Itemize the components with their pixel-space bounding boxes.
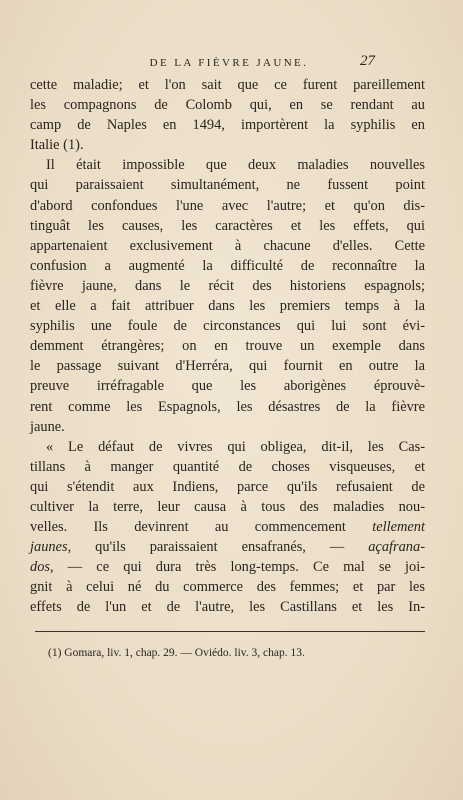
text-line: camp de Naples en 1494, importèrent la syphilis en	[30, 117, 425, 134]
text-line: Il était impossible que deux maladies nouvelles	[46, 157, 425, 174]
text-line: qui s'étendit aux Indiens, parce qu'ils refusaient de	[30, 478, 425, 495]
text-line: confusion a augmenté la difficulté de reconnaître la	[30, 257, 425, 274]
text-line: preuve irréfragable que les aborigènes éprouvè-	[30, 378, 425, 395]
text-line: tillans à manger quantité de choses visqueuses, et	[30, 458, 425, 475]
text-line	[30, 517, 425, 537]
footnote-rule	[35, 631, 425, 632]
text-line: qui paraissaient simultanément, ne fussent point	[30, 177, 425, 194]
text-line: et elle a fait attribuer dans les premiers temps à la	[30, 298, 425, 315]
text-line: fièvre jaune, dans le récit des historiens espagnols;	[30, 277, 425, 294]
running-title: DE LA FIÈVRE JAUNE.	[149, 57, 309, 69]
italic-text: tellement	[372, 519, 425, 536]
text-segment: , — ce qui dura très long-temps. Ce mal se joi-	[50, 559, 425, 576]
text-line	[30, 557, 425, 577]
text-line: syphilis une foule de circonstances qui lui sont évi-	[30, 318, 425, 335]
text-line: les compagnons de Colomb qui, en se rendant au	[30, 97, 425, 114]
text-segment: velles. Ils devinrent au commencement	[30, 519, 373, 536]
text-line: d'abord confondues l'une avec l'autre; et qu'on dis-	[30, 197, 425, 214]
text-line: effets de l'un et de l'autre, les Castillans et les In-	[30, 599, 425, 616]
italic-text: açafrana-	[368, 539, 425, 556]
text-line: le passage suivant d'Herréra, qui fournit en outre la	[30, 358, 425, 375]
text-line: gnit à celui né du commerce des femmes; et par les	[30, 579, 425, 596]
text-line: demment étrangères; on en trouve un exemple dans	[30, 338, 425, 355]
text-line: cultiver la terre, leur causa à tous des maladies nou-	[30, 498, 425, 515]
text-line	[30, 537, 425, 557]
text-line: cette maladie; et l'on sait que ce furent pareillement	[30, 77, 425, 93]
text-line: appartenaient exclusivement à chacune d'elles. Cette	[30, 237, 425, 254]
text-line: « Le défaut de vivres qui obligea, dit-il, les Cas-	[46, 438, 425, 455]
text-line: rent comme les Espagnols, les désastres de la fièvre	[30, 398, 425, 415]
footnote: (1) Gomara, liv. 1, chap. 29. — Oviédo. liv. 3, chap. 13.	[48, 647, 305, 659]
text-segment: , qu'ils paraissaient ensafranés, —	[67, 539, 369, 556]
body-text	[30, 75, 425, 618]
page-number: 27	[360, 53, 375, 69]
text-line: tinguât les causes, les caractères et les effets, qui	[30, 217, 425, 234]
text-line: Italie (1).	[30, 137, 84, 154]
italic-text: dos	[30, 559, 50, 576]
italic-text: jaunes	[30, 539, 68, 556]
text-line: jaune.	[30, 418, 65, 435]
